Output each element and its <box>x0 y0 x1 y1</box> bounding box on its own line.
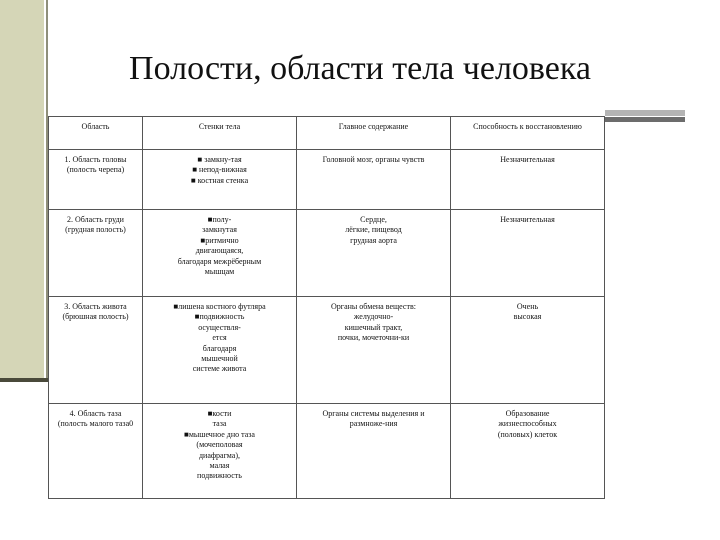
header-region: Область <box>49 117 143 150</box>
cell-walls: ■полу- замкнутая ■ритмично двигающаяся, благодаря межрёберным мышцам <box>143 210 297 297</box>
right-decor-accent-shadow <box>605 117 685 122</box>
table-row <box>49 210 605 297</box>
slide-title: Полости, области тела человека <box>129 50 591 87</box>
header-contents: Главное содержание <box>297 117 451 150</box>
right-decor-accent <box>605 110 685 116</box>
cell-contents: Органы обмена веществ: желудочно- кишечный тракт, почки, мочеточни-ки <box>297 297 451 404</box>
cell-contents: Головной мозг, органы чувств <box>297 150 451 210</box>
left-decor-rule <box>0 378 48 382</box>
cell-walls: ■лишена костного футляра ■подвижность осуществля- ется благодаря мышечной системе живота <box>143 297 297 404</box>
body-cavities-table <box>48 116 605 499</box>
cell-contents: Сердце, лёгкие, пищевод грудная аорта <box>297 210 451 297</box>
cell-region: 3. Область живота (брюшная полость) <box>49 297 143 404</box>
cell-recovery: Незначительная <box>451 210 605 297</box>
header-recovery: Способность к восстановлению <box>451 117 605 150</box>
table-row <box>49 150 605 210</box>
table-row <box>49 297 605 404</box>
cell-walls: ■ замкну-тая ■ непод-вижная ■ костная стенка <box>143 150 297 210</box>
header-walls: Стенки тела <box>143 117 297 150</box>
table-row <box>49 404 605 499</box>
cell-recovery: Незначительная <box>451 150 605 210</box>
cell-walls: ■кости таза ■мышечное дно таза (мочеполовая диафрагма), малая подвижность <box>143 404 297 499</box>
cell-region: 4. Область таза (полость малого таза0 <box>49 404 143 499</box>
cell-recovery: Образование жизнеспособных (половых) клеток <box>451 404 605 499</box>
cell-recovery: Очень высокая <box>451 297 605 404</box>
cell-contents: Органы системы выделения и размноже-ния <box>297 404 451 499</box>
cell-region: 1. Область головы (полость черепа) <box>49 150 143 210</box>
cell-region: 2. Область груди (грудная полость) <box>49 210 143 297</box>
table-header-row <box>49 117 605 150</box>
